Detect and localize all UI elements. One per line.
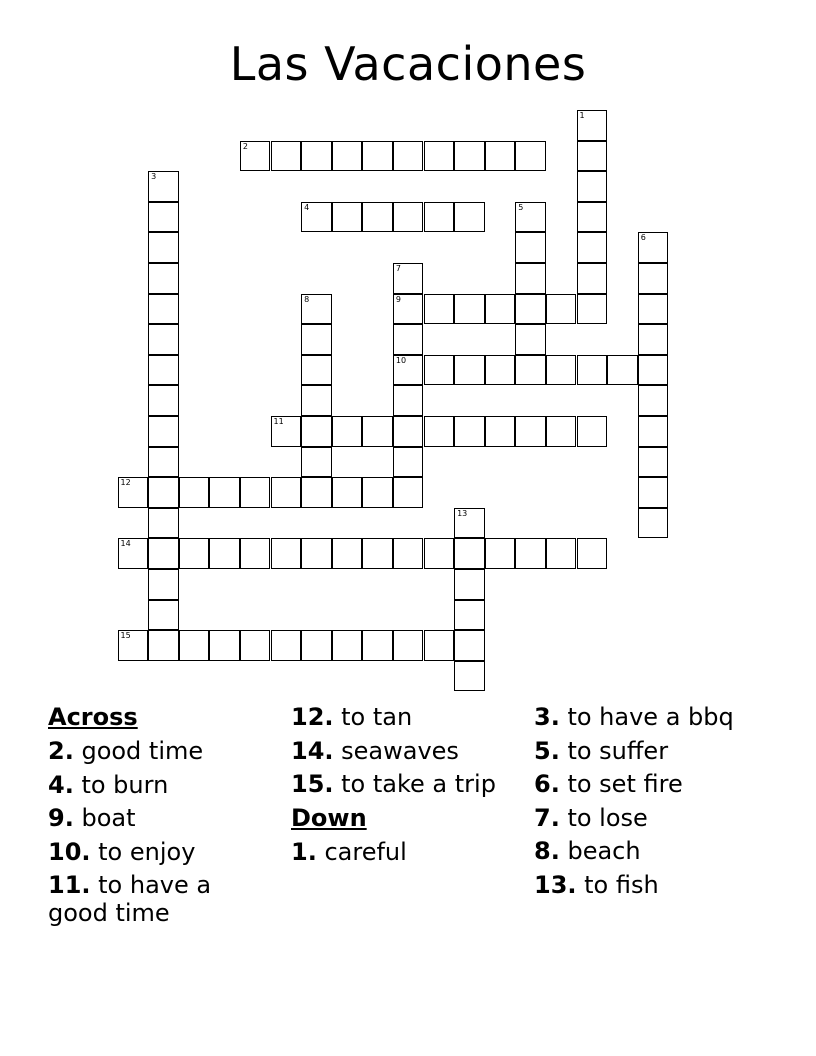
crossword-cell[interactable] (148, 630, 179, 661)
crossword-cell[interactable] (424, 416, 455, 447)
clue-text: boat (73, 804, 136, 832)
crossword-cell[interactable] (301, 477, 332, 508)
crossword-cell[interactable] (638, 294, 669, 325)
crossword-cell[interactable] (638, 385, 669, 416)
clue-number: 1 (579, 111, 585, 120)
clue-number-label: 4. (48, 770, 74, 799)
clue-text: good time (73, 737, 204, 765)
crossword-cell[interactable] (148, 416, 179, 447)
crossword-cell[interactable] (271, 538, 302, 569)
clue-number-label: 15. (291, 770, 334, 798)
crossword-cell[interactable] (240, 630, 271, 661)
crossword-cell[interactable] (271, 141, 302, 172)
clue-number-label: 11. (48, 871, 91, 899)
crossword-cell[interactable] (393, 477, 424, 508)
crossword-cell[interactable] (546, 294, 577, 325)
crossword-cell[interactable] (301, 447, 332, 478)
crossword-cell[interactable] (148, 263, 179, 294)
clue-number: 13 (457, 508, 468, 518)
crossword-cell[interactable] (179, 477, 210, 508)
crossword-cell[interactable] (301, 630, 332, 661)
clue-text: to set fire (559, 770, 683, 798)
crossword-cell[interactable] (393, 538, 424, 569)
crossword-cell[interactable] (424, 538, 455, 569)
crossword-cell[interactable] (515, 294, 546, 325)
crossword-cell[interactable] (515, 141, 546, 172)
clue (48, 871, 278, 927)
crossword-cell[interactable] (393, 355, 424, 386)
crossword-cell[interactable] (485, 294, 516, 325)
clue (534, 837, 764, 865)
crossword-cell[interactable] (362, 477, 393, 508)
crossword-cell[interactable] (393, 294, 424, 325)
crossword-cell[interactable] (454, 202, 485, 233)
crossword-cell[interactable] (209, 477, 240, 508)
down-heading: Down (291, 803, 367, 832)
clue-number-label: 3. (534, 703, 560, 731)
clue-text: careful (316, 837, 407, 866)
clue (534, 871, 764, 899)
clue-number: 11 (273, 417, 284, 426)
crossword-cell[interactable] (301, 385, 332, 416)
crossword-cell[interactable] (577, 263, 608, 294)
crossword-cell[interactable] (240, 477, 271, 508)
crossword-cell[interactable] (454, 600, 485, 631)
clue-number-label: 1. (291, 837, 317, 866)
crossword-cell[interactable] (393, 263, 424, 294)
clue-number-label: 2. (48, 737, 74, 765)
clues-column-3 (534, 703, 764, 904)
clue-text: to burn (73, 770, 169, 799)
crossword-cell[interactable] (332, 538, 363, 569)
crossword-cell[interactable] (179, 538, 210, 569)
across-heading: Across (48, 703, 138, 731)
crossword-cell[interactable] (515, 416, 546, 447)
crossword-cell[interactable] (546, 416, 577, 447)
crossword-cell[interactable] (577, 202, 608, 233)
clue-number-label: 6. (534, 770, 560, 798)
crossword-cell[interactable] (148, 538, 179, 569)
crossword-cell[interactable] (301, 538, 332, 569)
crossword-cell[interactable] (638, 447, 669, 478)
clue (48, 737, 278, 765)
crossword-cell[interactable] (454, 508, 485, 539)
crossword-cell[interactable] (301, 355, 332, 386)
clue-number-label: 9. (48, 804, 74, 832)
crossword-cell[interactable] (515, 538, 546, 569)
clue-number: 14 (120, 539, 131, 549)
crossword-cell[interactable] (148, 447, 179, 478)
crossword-cell[interactable] (577, 538, 608, 569)
clue (48, 771, 278, 799)
crossword-cell[interactable] (301, 416, 332, 447)
crossword-cell[interactable] (271, 630, 302, 661)
crossword-cell[interactable] (148, 569, 179, 600)
clue-number: 4 (304, 202, 310, 212)
clue (291, 838, 521, 866)
clue (291, 703, 521, 731)
crossword-cell[interactable] (638, 508, 669, 539)
crossword-cell[interactable] (515, 324, 546, 355)
clue-number-label: 12. (291, 703, 334, 731)
clue (291, 737, 521, 765)
crossword-cell[interactable] (607, 355, 638, 386)
crossword-cell[interactable] (148, 202, 179, 233)
crossword-cell[interactable] (362, 416, 393, 447)
clue-number: 15 (120, 631, 131, 641)
crossword-cell[interactable] (271, 477, 302, 508)
crossword-cell[interactable] (393, 447, 424, 478)
crossword-cell[interactable] (148, 508, 179, 539)
crossword-cell[interactable] (454, 630, 485, 661)
crossword-cell[interactable] (301, 324, 332, 355)
clue (534, 804, 764, 832)
crossword-cell[interactable] (577, 141, 608, 172)
crossword-cell[interactable] (271, 416, 302, 447)
clue-number: 8 (304, 294, 310, 304)
crossword-cell[interactable] (454, 294, 485, 325)
crossword-cell[interactable] (393, 416, 424, 447)
clue-text: to enjoy (90, 837, 196, 866)
crossword-cell[interactable] (332, 477, 363, 508)
clue-text: to tan (333, 703, 413, 731)
clue-number: 12 (120, 478, 131, 488)
clue-number: 9 (395, 294, 401, 304)
crossword-cell[interactable] (362, 141, 393, 172)
clue-text: to suffer (559, 736, 669, 765)
clue-text: to have a good time (48, 871, 212, 927)
clue (534, 770, 764, 798)
clue-text: to have a bbq (559, 703, 734, 731)
crossword-cell[interactable] (638, 477, 669, 508)
crossword-cell[interactable] (454, 355, 485, 386)
clue-text: seawaves (333, 736, 459, 765)
clue (534, 703, 764, 731)
crossword-cell[interactable] (148, 324, 179, 355)
crossword-cell[interactable] (424, 294, 455, 325)
crossword-cell[interactable] (148, 600, 179, 631)
crossword-cell[interactable] (638, 324, 669, 355)
crossword-cell[interactable] (332, 202, 363, 233)
crossword-cell[interactable] (332, 630, 363, 661)
crossword-cell[interactable] (485, 416, 516, 447)
crossword-cell[interactable] (454, 569, 485, 600)
crossword-cell[interactable] (454, 141, 485, 172)
crossword-cell[interactable] (577, 355, 608, 386)
clue-text: to take a trip (333, 770, 496, 798)
crossword-cell[interactable] (362, 630, 393, 661)
crossword-cell[interactable] (577, 171, 608, 202)
crossword-cell[interactable] (148, 294, 179, 325)
clue-number-label: 14. (291, 736, 334, 765)
crossword-cell[interactable] (638, 232, 669, 263)
clue (534, 737, 764, 765)
crossword-cell[interactable] (577, 416, 608, 447)
crossword-cell[interactable] (393, 141, 424, 172)
clue-number: 3 (151, 172, 157, 182)
crossword-cell[interactable] (454, 538, 485, 569)
crossword-cell[interactable] (362, 538, 393, 569)
clue-text: to lose (559, 803, 648, 832)
clue-number-label: 10. (48, 837, 91, 866)
clue-text: beach (559, 837, 641, 865)
crossword-cell[interactable] (148, 477, 179, 508)
crossword-cell[interactable] (148, 232, 179, 263)
clue-number-label: 13. (534, 870, 577, 899)
crossword-cell[interactable] (393, 324, 424, 355)
clues-column-1 (48, 703, 278, 933)
crossword-cell[interactable] (515, 232, 546, 263)
crossword-cell[interactable] (485, 141, 516, 172)
crossword-cell[interactable] (118, 538, 149, 569)
crossword-cell[interactable] (454, 661, 485, 692)
clue-number-label: 7. (534, 803, 560, 832)
crossword-cell[interactable] (638, 416, 669, 447)
clue-number-label: 8. (534, 837, 560, 865)
crossword-cell[interactable] (515, 263, 546, 294)
crossword-cell[interactable] (240, 141, 271, 172)
crossword-cell[interactable] (638, 355, 669, 386)
crossword-cell[interactable] (424, 141, 455, 172)
crossword-cell[interactable] (393, 385, 424, 416)
crossword-cell[interactable] (515, 355, 546, 386)
crossword-cell[interactable] (209, 538, 240, 569)
crossword-cell[interactable] (118, 630, 149, 661)
clue-text: to fish (576, 870, 659, 899)
clues-column-2 (291, 703, 521, 871)
crossword-cell[interactable] (424, 202, 455, 233)
crossword-cell[interactable] (118, 477, 149, 508)
crossword-cell[interactable] (301, 141, 332, 172)
clue-number: 2 (242, 141, 248, 151)
clue (48, 804, 278, 832)
page-title: Las Vacaciones (229, 37, 587, 91)
clue (291, 770, 521, 798)
crossword-cell[interactable] (240, 538, 271, 569)
crossword-cell[interactable] (362, 202, 393, 233)
crossword-cell[interactable] (424, 355, 455, 386)
crossword-cell[interactable] (638, 263, 669, 294)
crossword-cell[interactable] (209, 630, 240, 661)
crossword-cell[interactable] (393, 630, 424, 661)
crossword-cell[interactable] (546, 355, 577, 386)
crossword-cell[interactable] (454, 416, 485, 447)
crossword-cell[interactable] (577, 294, 608, 325)
crossword-cell[interactable] (546, 538, 577, 569)
crossword-cell[interactable] (485, 355, 516, 386)
clue-number: 7 (395, 264, 401, 273)
crossword-cell[interactable] (515, 202, 546, 233)
crossword-cell[interactable] (424, 630, 455, 661)
crossword-cell[interactable] (577, 232, 608, 263)
crossword-cell[interactable] (148, 171, 179, 202)
crossword-cell[interactable] (148, 355, 179, 386)
crossword-cell[interactable] (577, 110, 608, 141)
clue-number: 10 (395, 355, 407, 365)
clue-number-label: 5. (534, 736, 560, 765)
crossword-cell[interactable] (393, 202, 424, 233)
crossword-cell[interactable] (301, 202, 332, 233)
crossword-cell[interactable] (179, 630, 210, 661)
crossword-cell[interactable] (301, 294, 332, 325)
clue (48, 838, 278, 866)
crossword-cell[interactable] (332, 416, 363, 447)
clue-number: 6 (640, 233, 646, 243)
crossword-cell[interactable] (332, 141, 363, 172)
clue-number: 5 (518, 202, 524, 212)
crossword-cell[interactable] (485, 538, 516, 569)
crossword-cell[interactable] (148, 385, 179, 416)
